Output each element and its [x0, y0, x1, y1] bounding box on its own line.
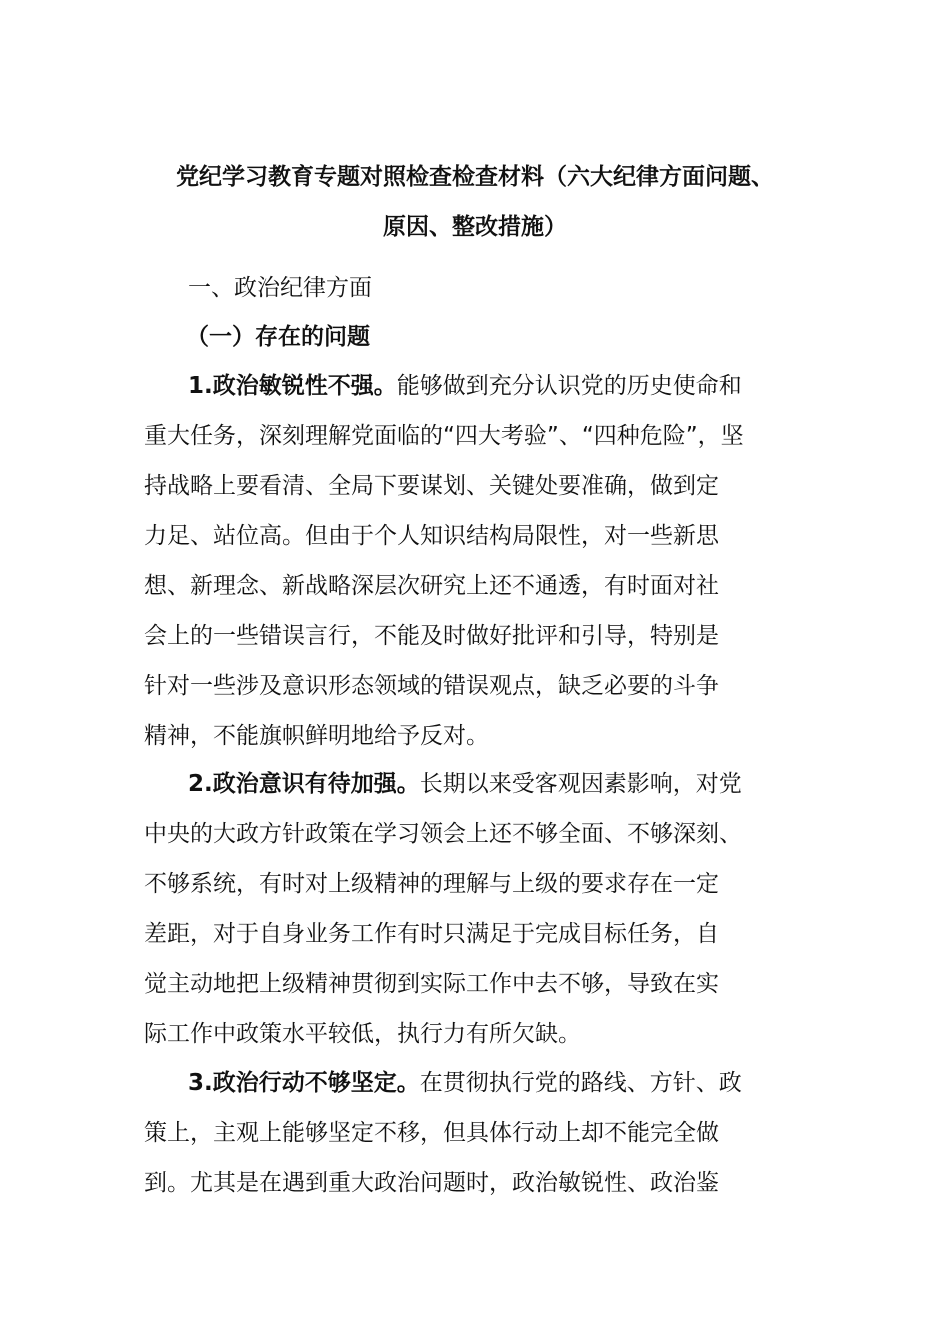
paragraph-line: 持战略上要看清、全局下要谋划、关键处要准确，做到定: [144, 473, 719, 499]
paragraph-line: 差距，对于自身业务工作有时只满足于完成目标任务，自: [144, 921, 719, 947]
paragraph-line: [144, 759, 804, 809]
paragraph-3: [144, 1058, 804, 1208]
paragraph-line: 想、新理念、新战略深层次研究上还不通透，有时面对社: [144, 573, 719, 599]
paragraph-text: 长期以来受客观因素影响，对党: [419, 771, 742, 797]
title-line-2: 原因、整改措施）: [383, 214, 567, 240]
paragraph-line: 不够系统，有时对上级精神的理解与上级的要求存在一定: [144, 871, 719, 897]
paragraph-line: 力足、站位高。但由于个人知识结构局限性，对一些新思: [144, 523, 719, 549]
paragraph-line: 觉主动地把上级精神贯彻到实际工作中去不够，导致在实: [144, 971, 719, 997]
paragraph-line: 际工作中政策水平较低，执行力有所欠缺。: [144, 1021, 581, 1047]
paragraph-line: 精神，不能旗帜鲜明地给予反对。: [144, 723, 489, 749]
paragraph-lead: 2.政治意识有待加强。: [188, 771, 420, 797]
paragraph-lead: 1.政治敏锐性不强。: [188, 373, 397, 399]
paragraph-line: [144, 361, 804, 411]
paragraph-2: [144, 759, 804, 1059]
paragraph-line: 策上，主观上能够坚定不移，但具体行动上却不能完全做: [144, 1120, 719, 1146]
paragraph-text: 能够做到充分认识党的历史使命和: [396, 373, 742, 399]
document-title: [140, 152, 810, 252]
paragraph-lead: 3.政治行动不够坚定。: [188, 1070, 420, 1096]
paragraph-line: 到。尤其是在遇到重大政治问题时，政治敏锐性、政治鉴: [144, 1170, 719, 1196]
paragraph-text: 在贯彻执行党的路线、方针、政: [419, 1070, 742, 1096]
paragraph-line: 中央的大政方针政策在学习领会上还不够全面、不够深刻、: [144, 821, 742, 847]
section-heading: 一、政治纪律方面: [188, 275, 372, 301]
paragraph-1: [144, 361, 804, 761]
subsection-heading: （一）存在的问题: [186, 324, 370, 350]
paragraph-line: 重大任务，深刻理解党面临的“四大考验”、“四种危险”，坚: [144, 423, 744, 449]
title-line-1: 党纪学习教育专题对照检查检查材料（六大纪律方面问题、: [176, 164, 774, 190]
paragraph-line: [144, 1058, 804, 1108]
paragraph-line: 针对一些涉及意识形态领域的错误观点，缺乏必要的斗争: [144, 673, 719, 699]
paragraph-line: 会上的一些错误言行，不能及时做好批评和引导，特别是: [144, 623, 719, 649]
